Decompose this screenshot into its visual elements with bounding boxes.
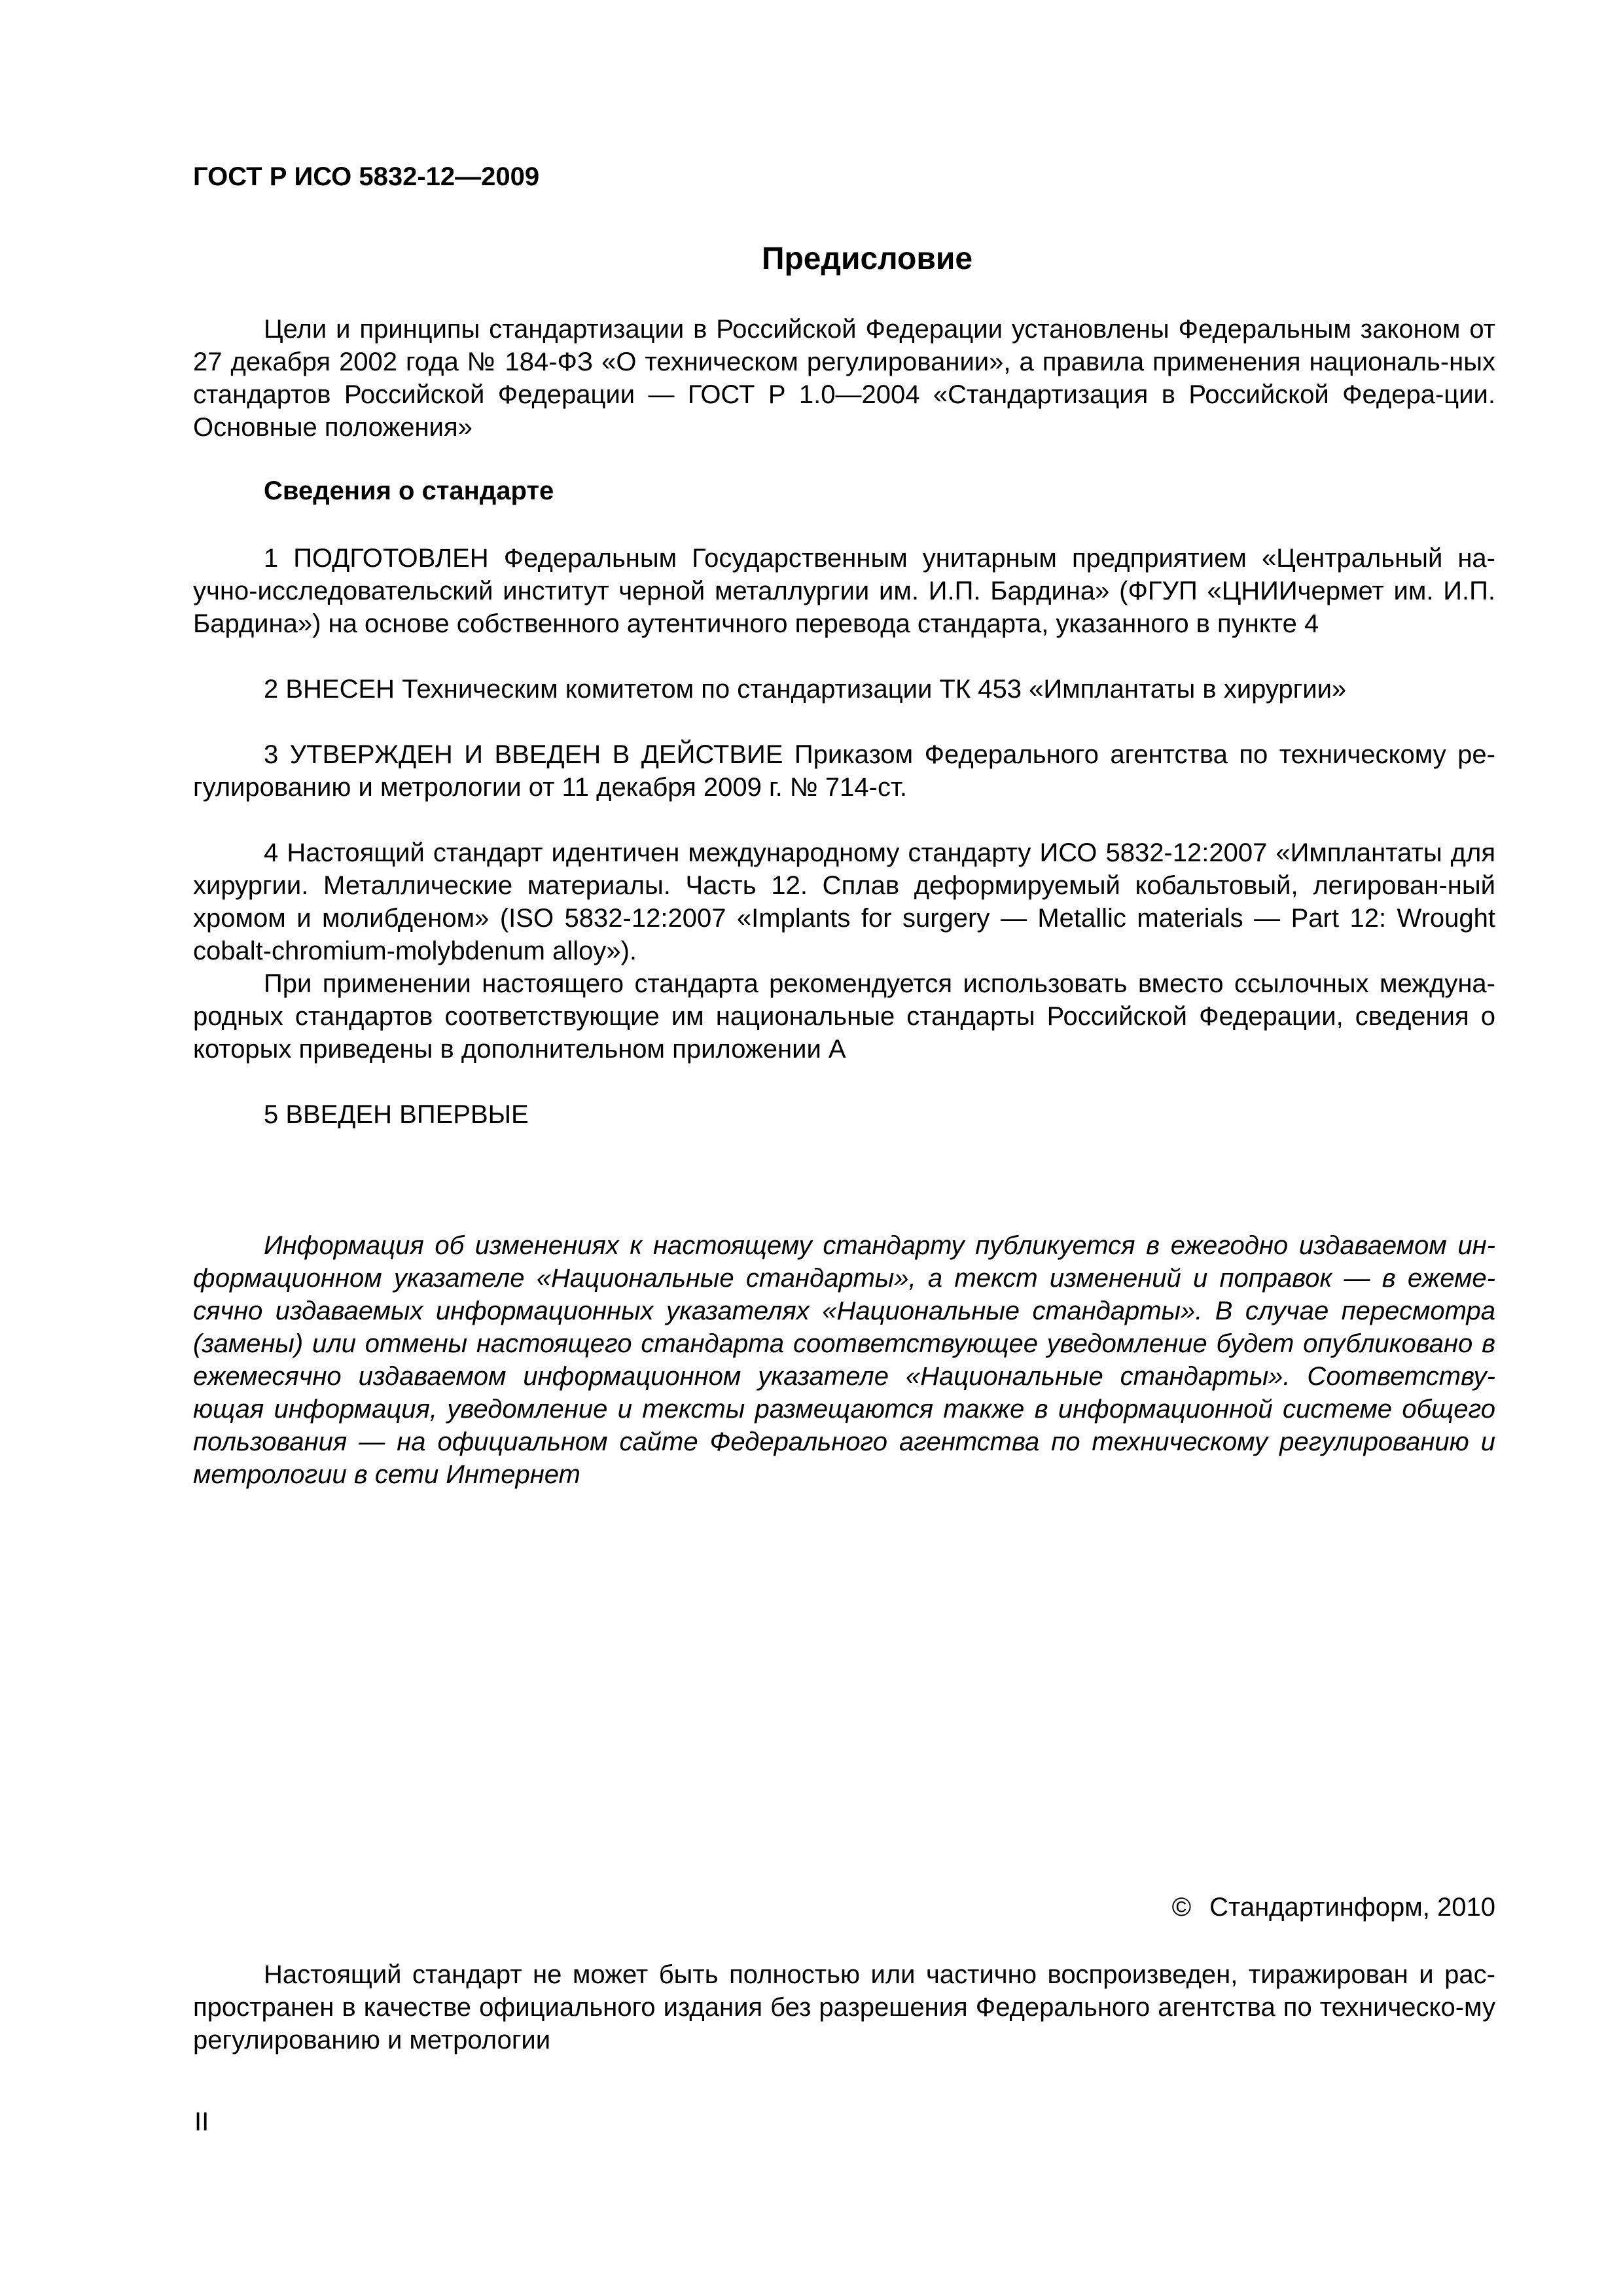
document-id: ГОСТ Р ИСО 5832-12—2009 [193, 162, 540, 191]
copyright-symbol: © [1171, 1893, 1192, 1922]
reproduction-notice: Настоящий стандарт не может быть полностью или частично воспроизведен, тиражирован и рас-пространен в качестве официального издания без разрешения Федерального агентства по техническо-му регулированию и метрологии [193, 1960, 1495, 2054]
copyright-line [1172, 1893, 1495, 1922]
info-notice: Информация об изменениях к настоящему стандарту публикуется в ежегодно издаваемом ин-формационном указателе «Национальные стандарты», а текст изменений и поправок — в ежеме-сячно издаваемых информационных указателях «Национальные стандарты». В случае пересмотра (замены) или отмены настоящего стандарта соответствующее уведомление будет опубликовано в ежемесячно издаваемом информационном указателе «Национальные стандарты». Соответству-ющая информация, уведомление и тексты размещаются также в информационной системе общего пользования — на официальном сайте Федерального агентства по техническому регулированию и метрологии в сети Интернет [193, 1231, 1495, 1489]
item-2: 2 ВНЕСЕН Техническим комитетом по стандартизации ТК 453 «Имплантаты в хирургии» [264, 675, 1347, 704]
item-4-note: При применении настоящего стандарта рекомендуется использовать вместо ссылочных междуна-родных стандартов соответствующие им национальные стандарты Российской Федерации, сведения о которых приведены в дополнительном приложении А [193, 969, 1495, 1064]
item-1: 1 ПОДГОТОВЛЕН Федеральным Государственным унитарным предприятием «Центральный на-учно-исследовательский институт черной металлургии им. И.П. Бардина» (ФГУП «ЦНИИчермет им. И.П. Бардина») на основе собственного аутентичного перевода стандарта, указанного в пункте 4 [193, 544, 1495, 638]
page-title: Предисловие [761, 242, 973, 276]
page-number: II [194, 2108, 209, 2136]
intro-paragraph: Цели и принципы стандартизации в Российской Федерации установлены Федеральным законом от 27 декабря 2002 года № 184-ФЗ «О техническом регулировании», а правила применения националь-ных стандартов Российской Федерации — ГОСТ Р 1.0—2004 «Стандартизация в Российской Федера-ции. Основные положения» [193, 315, 1495, 442]
item-3: 3 УТВЕРЖДЕН И ВВЕДЕН В ДЕЙСТВИЕ Приказом Федерального агентства по техническому ре-гулированию и метрологии от 11 декабря 2009 г. № 714-ст. [193, 740, 1495, 802]
item-5: 5 ВВЕДЕН ВПЕРВЫЕ [264, 1100, 529, 1129]
copyright-text: Стандартинформ, 2010 [1209, 1893, 1495, 1922]
item-4: 4 Настоящий стандарт идентичен международному стандарту ИСО 5832-12:2007 «Имплантаты для хирургии. Металлические материалы. Часть 12. Сплав деформируемый кобальтовый, легирован-ный хромом и молибденом» (ISO 5832-12:2007 «Implants for surgery — Metallic materials — Part 12: Wrought cobalt-chromium-molybdenum alloy»). [193, 838, 1495, 965]
section-heading: Сведения о стандарте [264, 476, 554, 505]
